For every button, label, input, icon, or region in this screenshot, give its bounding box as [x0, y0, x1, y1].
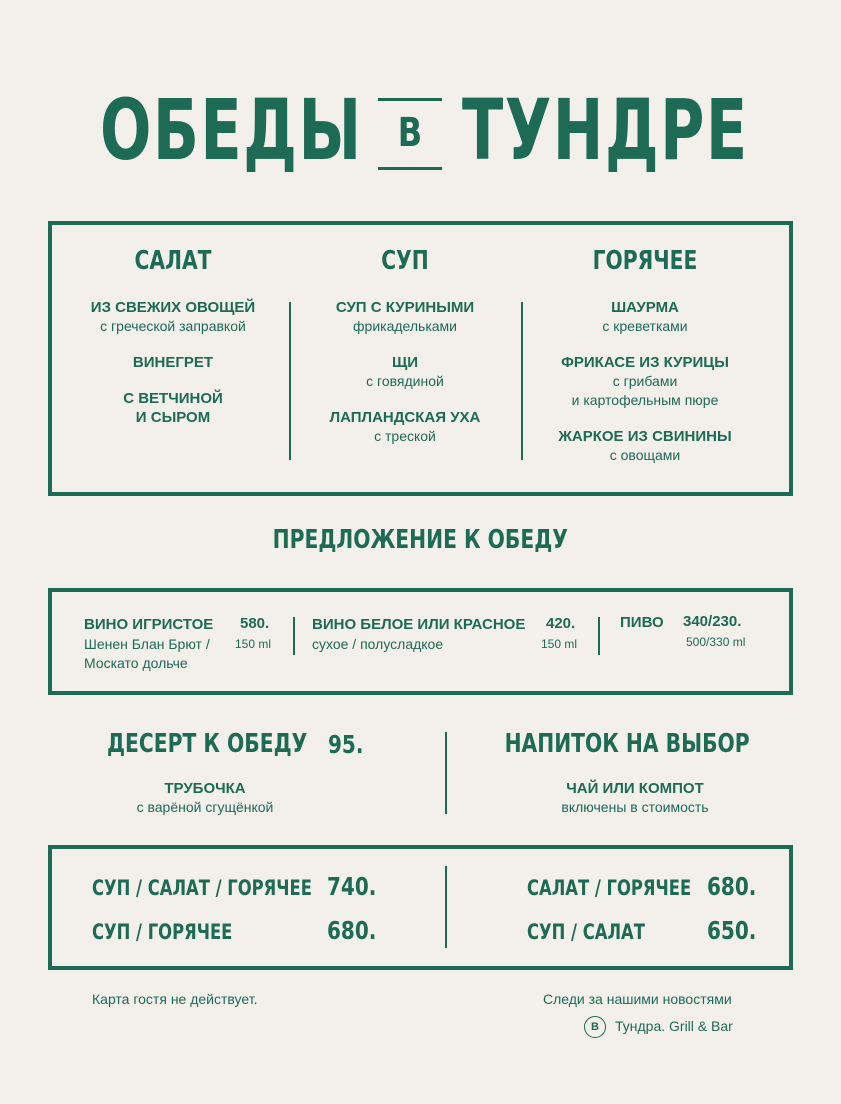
follow-news-text: Следи за нашими новостями: [543, 991, 732, 1007]
column-heading: САЛАТ: [134, 246, 212, 276]
menu-item: С ВЕТЧИНОЙ И СЫРОМ: [123, 390, 223, 426]
combos-divider: [445, 866, 447, 948]
drink-sparkling-volume: 150 ml: [235, 637, 272, 651]
page-title: [0, 80, 841, 190]
combo-price: 680.: [707, 872, 757, 901]
menu-item: СУП С КУРИНЫМИ фрикадельками: [335, 299, 475, 334]
menu-item: ФРИКАСЕ ИЗ КУРИЦЫ с грибами и картофельным пюре: [561, 354, 729, 408]
brand-name: Тундра. Grill & Bar: [615, 1018, 733, 1034]
menu-item: ЩИ с говядиной: [366, 354, 444, 389]
combo-price: 740.: [327, 872, 377, 901]
drink-beer: ПИВО: [620, 614, 664, 631]
menu-item: ШАУРМА с креветками: [602, 299, 688, 334]
menu-divider-1: [289, 302, 291, 460]
drink-beer-price: 340/230.: [683, 613, 742, 630]
menu-item: ИЗ СВЕЖИХ ОВОЩЕЙ с греческой заправкой: [90, 299, 256, 334]
dessert-price: 95.: [328, 730, 364, 759]
offer-heading-wrap: [0, 525, 841, 555]
offer-heading: ПРЕДЛОЖЕНИЕ К ОБЕДУ: [272, 525, 569, 555]
dessert-item: ТРУБОЧКА с варёной сгущёнкой: [136, 780, 274, 815]
combos-box: [48, 845, 793, 970]
brand-logo-icon: В: [584, 1016, 606, 1038]
drink-wine-price: 420.: [546, 615, 576, 632]
drink-wine: ВИНО БЕЛОЕ ИЛИ КРАСНОЕ сухое / полусладкое: [312, 616, 526, 652]
guest-card-note: Карта гостя не действует.: [92, 991, 258, 1007]
combo-price: 650.: [707, 916, 757, 945]
drink-sparkling-price: 580.: [240, 615, 270, 632]
dessert-heading: ДЕСЕРТ К ОБЕДУ: [107, 729, 308, 759]
dessert-heading-wrap: [107, 729, 364, 759]
combo-row: СУП / САЛАТ / ГОРЯЧЕЕ: [92, 876, 312, 900]
menu-column-soup: [292, 246, 518, 463]
column-heading: ГОРЯЧЕЕ: [592, 246, 698, 276]
title-middle: В: [378, 98, 442, 170]
menu-column-hot: [530, 246, 760, 482]
combo-row: СУП / САЛАТ: [527, 920, 645, 944]
combo-row: СУП / ГОРЯЧЕЕ: [92, 920, 233, 944]
title-word-tundra: ТУНДРЕ: [462, 81, 749, 179]
section-divider: [445, 732, 447, 814]
drinks-divider-1: [293, 617, 295, 655]
menu-item: ЛАПЛАНДСКАЯ УХА с треской: [329, 409, 481, 444]
title-word-obedy: ОБЕДЫ: [100, 81, 363, 179]
menu-item: ВИНЕГРЕТ: [132, 354, 214, 371]
drink-choice-heading-wrap: [470, 729, 770, 759]
drink-sparkling: ВИНО ИГРИСТОЕ Шенен Блан Брют / Москато дольче: [84, 616, 214, 671]
combo-price: 680.: [327, 916, 377, 945]
combo-row: САЛАТ / ГОРЯЧЕЕ: [527, 876, 692, 900]
menu-item: ЖАРКОЕ ИЗ СВИНИНЫ с овощами: [558, 428, 732, 463]
drink-wine-volume: 150 ml: [541, 637, 578, 651]
drink-choice-heading: НАПИТОК НА ВЫБОР: [504, 729, 750, 759]
drink-choice-item: ЧАЙ ИЛИ КОМПОТ включены в стоимость: [561, 780, 709, 815]
drinks-divider-2: [598, 617, 600, 655]
menu-column-salad: [60, 246, 286, 444]
drink-beer-volume: 500/330 ml: [686, 635, 746, 649]
column-heading: СУП: [381, 246, 429, 276]
menu-divider-2: [521, 302, 523, 460]
